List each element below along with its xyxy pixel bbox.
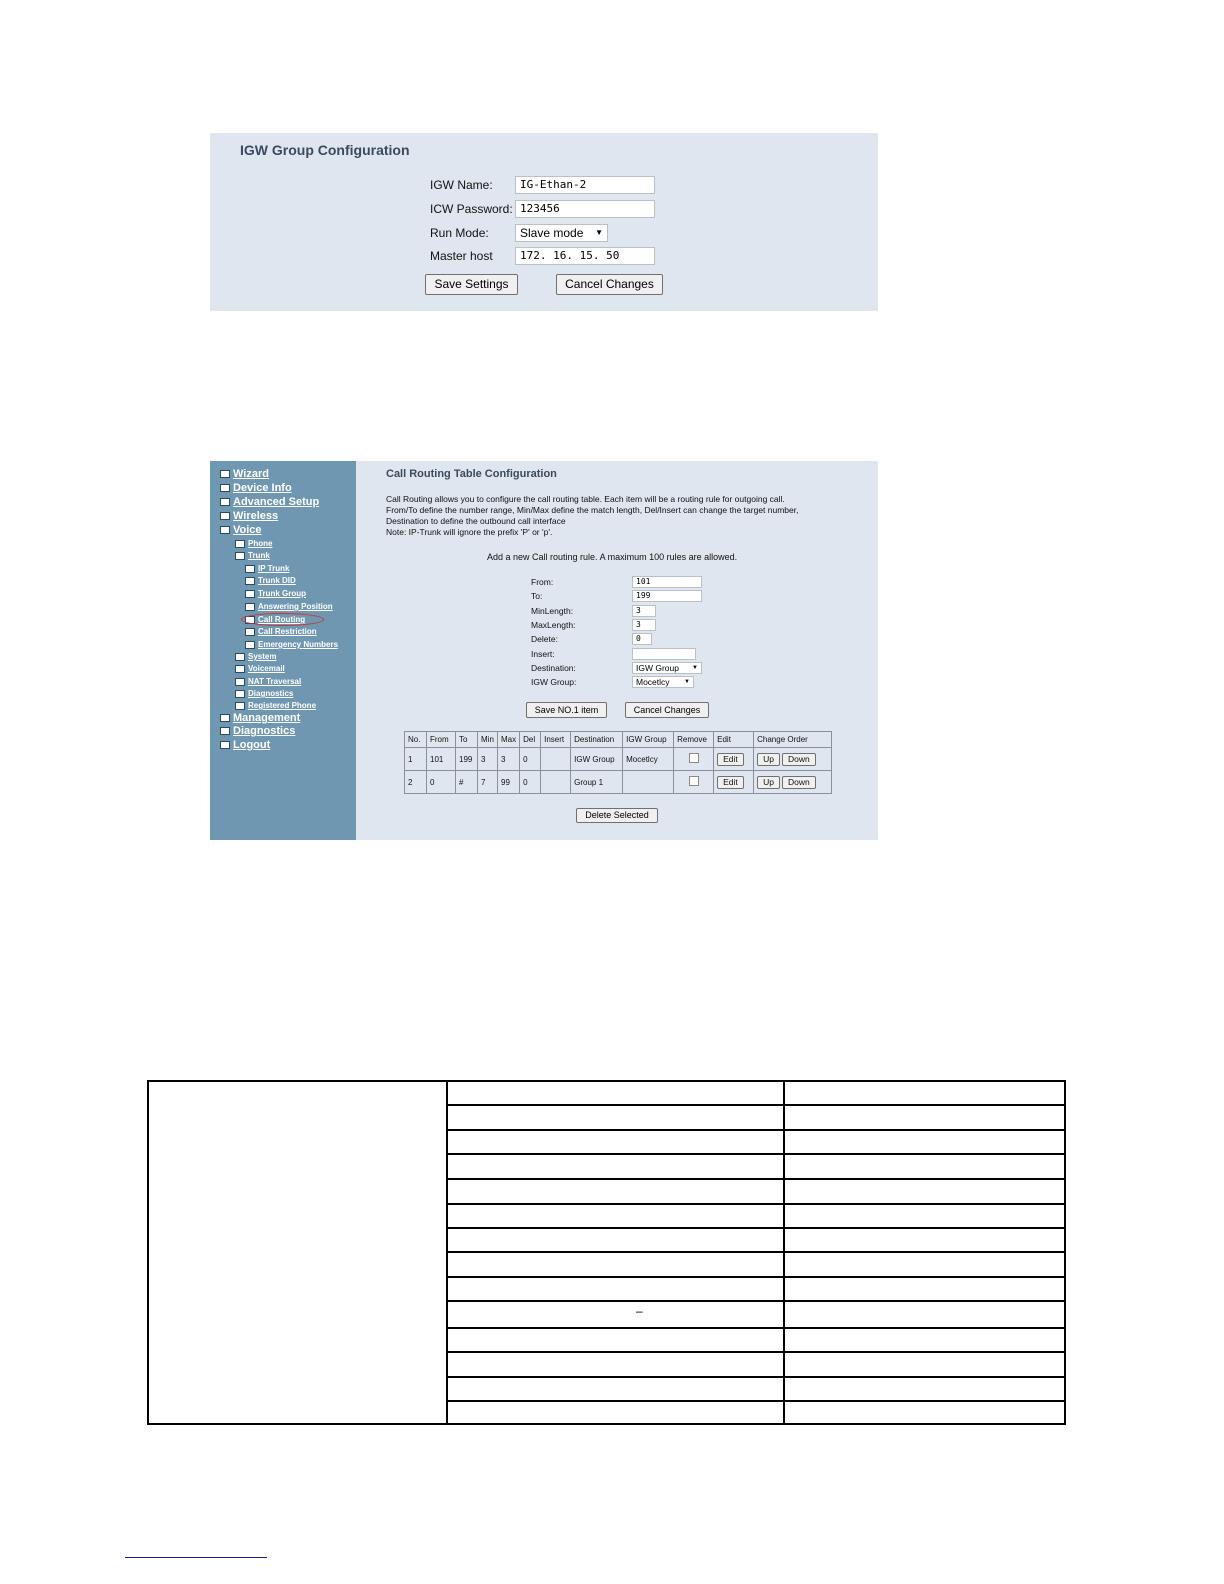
cell-igw-group: Mocetlcy [623, 748, 674, 771]
sidebar-item-voicemail[interactable] [235, 664, 285, 673]
cell-min: 7 [478, 771, 498, 794]
cell-max: 99 [498, 771, 520, 794]
table-row [405, 748, 832, 771]
sidebar-item-registered-phone[interactable] [235, 701, 316, 710]
sidebar-item-label: Advanced Setup [233, 496, 320, 508]
sidebar-item-nat-traversal[interactable] [235, 677, 301, 686]
to-input[interactable]: 199 [632, 590, 702, 602]
sidebar-item-trunk-group[interactable] [245, 589, 306, 598]
row-divider [448, 1327, 1066, 1329]
cell-destination: IGW Group [571, 748, 623, 771]
description-line: Destination to define the outbound call interface [386, 516, 566, 526]
cancel-changes-button[interactable]: Cancel Changes [556, 274, 663, 295]
cell-from: 0 [427, 771, 456, 794]
sidebar-item-label: Emergency Numbers [258, 640, 339, 649]
from-input[interactable]: 101 [632, 576, 702, 588]
highlight-circle [241, 613, 324, 626]
table-row [405, 771, 832, 794]
sidebar-item-wireless[interactable] [220, 510, 278, 522]
cell-remove [674, 771, 714, 794]
footer-link-underline[interactable] [125, 1557, 267, 1558]
cell-edit [714, 748, 754, 771]
up-button[interactable]: Up [757, 776, 780, 789]
igw-name-input[interactable]: IG-Ethan-2 [515, 176, 655, 194]
igw-group-select[interactable] [632, 676, 694, 688]
cell-change-order [754, 771, 832, 794]
folder-open-icon [220, 526, 230, 534]
cell-del: 0 [520, 748, 541, 771]
cell-min: 3 [478, 748, 498, 771]
folder-icon [220, 498, 230, 506]
sidebar-item-device-info[interactable] [220, 482, 292, 494]
row-divider [448, 1178, 1066, 1180]
dash-mark: – [636, 1304, 643, 1318]
cell-insert [541, 748, 571, 771]
sidebar-item-call-restriction[interactable] [245, 627, 317, 636]
sidebar-item-label: IP Trunk [258, 564, 290, 573]
down-button[interactable]: Down [782, 776, 816, 789]
cell-change-order [754, 748, 832, 771]
empty-table-grid [147, 1080, 1066, 1425]
row-divider [448, 1203, 1066, 1205]
cell-to: 199 [456, 748, 478, 771]
description-line: Call Routing allows you to configure the call routing table. Each item will be a routing rule for outgoing call. [386, 494, 785, 504]
column-header: Change Order [754, 732, 832, 748]
description-line: From/To define the number range, Min/Max define the match length, Del/Insert can change the target number, [386, 505, 799, 515]
chevron-down-icon: ▼ [684, 679, 690, 685]
folder-icon [235, 678, 245, 686]
insert-label: Insert: [531, 649, 555, 659]
column-header: Remove [674, 732, 714, 748]
sidebar-item-answering-position[interactable] [245, 602, 333, 611]
sidebar-item-label: Trunk Group [258, 589, 306, 598]
sidebar-item-label: Logout [233, 739, 271, 751]
save-settings-button[interactable]: Save Settings [425, 274, 518, 295]
sidebar-item-label: System [248, 652, 277, 661]
remove-checkbox[interactable] [689, 776, 699, 786]
delete-input[interactable]: 0 [632, 633, 652, 645]
column-header: No. [405, 732, 427, 748]
folder-icon [245, 603, 255, 611]
sidebar-item-label: Management [233, 712, 301, 724]
sidebar-item-logout[interactable] [220, 739, 270, 751]
sidebar-item-label: Diagnostics [248, 689, 294, 698]
row-divider [448, 1104, 1066, 1106]
destination-value: IGW Group [636, 663, 679, 673]
cell-igw-group [623, 771, 674, 794]
sidebar-item-label: Phone [248, 539, 273, 548]
folder-icon [245, 641, 255, 649]
sidebar-item-voice[interactable] [220, 524, 262, 536]
sidebar-item-trunk[interactable] [235, 551, 270, 560]
sidebar-item-label: NAT Traversal [248, 677, 302, 686]
cancel-changes-button[interactable]: Cancel Changes [625, 702, 709, 718]
insert-input[interactable] [632, 648, 696, 660]
sidebar-item-label: Wireless [233, 510, 279, 522]
from-label: From: [531, 577, 554, 587]
column-header: Insert [541, 732, 571, 748]
column-header: Edit [714, 732, 754, 748]
row-divider [448, 1153, 1066, 1155]
folder-icon [220, 512, 230, 520]
cell-del: 0 [520, 771, 541, 794]
igw-name-label: IGW Name: [430, 178, 493, 192]
sidebar-item-wizard[interactable] [220, 468, 269, 480]
column-header: Max [498, 732, 520, 748]
sidebar-item-diagnostics-sub[interactable] [235, 689, 293, 698]
column-header: Del [520, 732, 541, 748]
sidebar-item-diagnostics[interactable] [220, 725, 295, 737]
folder-icon [235, 665, 245, 673]
save-item-button[interactable]: Save NO.1 item [526, 702, 607, 718]
sidebar-item-advanced-setup[interactable] [220, 496, 319, 508]
row-divider [448, 1300, 1066, 1302]
column-header: From [427, 732, 456, 748]
row-divider [448, 1351, 1066, 1353]
run-mode-label: Run Mode: [430, 226, 489, 240]
folder-icon [245, 565, 255, 573]
delete-label: Delete: [531, 634, 558, 644]
sidebar-item-label: Trunk [248, 551, 270, 560]
sidebar-item-system[interactable] [235, 652, 276, 661]
run-mode-select[interactable] [515, 224, 608, 242]
remove-checkbox[interactable] [689, 753, 699, 763]
sidebar [210, 461, 356, 840]
column-header: IGW Group [623, 732, 674, 748]
edit-button[interactable]: Edit [717, 776, 744, 789]
add-rule-text: Add a new Call routing rule. A maximum 100 rules are allowed. [487, 552, 738, 562]
sidebar-item-label: Diagnostics [233, 725, 296, 737]
cell-insert [541, 771, 571, 794]
sidebar-item-label: Call Restriction [258, 627, 317, 636]
sidebar-item-label: Registered Phone [248, 701, 317, 710]
cell-max: 3 [498, 748, 520, 771]
call-routing-panel [210, 461, 878, 840]
up-button[interactable]: Up [757, 753, 780, 766]
folder-icon [235, 690, 245, 698]
sidebar-item-ip-trunk[interactable] [245, 564, 289, 573]
chevron-down-icon: ▼ [595, 228, 603, 237]
chevron-down-icon: ▼ [692, 665, 698, 671]
folder-icon [245, 628, 255, 636]
row-divider [448, 1376, 1066, 1378]
routing-rules-table [404, 731, 832, 794]
sidebar-item-label: Trunk DID [258, 576, 296, 585]
to-label: To: [531, 591, 543, 601]
sidebar-item-label: Answering Position [258, 602, 333, 611]
table-header-row [405, 732, 832, 748]
destination-label: Destination: [531, 663, 576, 673]
row-divider [448, 1227, 1066, 1229]
igw-group-config-panel [210, 133, 878, 311]
description-line: Note: IP-Trunk will ignore the prefix 'P' or 'p'. [386, 527, 553, 537]
sidebar-item-trunk-did[interactable] [245, 576, 296, 585]
sidebar-item-label: Device Info [233, 482, 292, 494]
call-routing-title: Call Routing Table Configuration [386, 468, 557, 480]
column-header: Destination [571, 732, 623, 748]
max-length-input[interactable]: 3 [632, 619, 656, 631]
cell-edit [714, 771, 754, 794]
row-divider [448, 1251, 1066, 1253]
master-host-label: Master host [430, 249, 493, 263]
sidebar-item-management[interactable] [220, 712, 300, 724]
cell-no: 2 [405, 771, 427, 794]
igw-password-label: ICW Password: [430, 202, 513, 216]
folder-icon [220, 470, 230, 478]
cell-no: 1 [405, 748, 427, 771]
down-button[interactable]: Down [782, 753, 816, 766]
folder-open-icon [235, 552, 245, 560]
edit-button[interactable]: Edit [717, 753, 744, 766]
row-divider [448, 1129, 1066, 1131]
column-header: To [456, 732, 478, 748]
folder-icon [245, 590, 255, 598]
folder-icon [235, 653, 245, 661]
destination-select[interactable] [632, 662, 702, 674]
sidebar-item-phone[interactable] [235, 539, 272, 548]
min-length-label: MinLength: [531, 606, 574, 616]
sidebar-item-label: Voice [233, 524, 262, 536]
run-mode-value: Slave mode [520, 226, 584, 240]
sidebar-item-label: Voicemail [248, 664, 285, 673]
cell-to: # [456, 771, 478, 794]
sidebar-item-emergency-numbers[interactable] [245, 640, 338, 649]
delete-selected-button[interactable]: Delete Selected [576, 808, 658, 823]
folder-icon [245, 577, 255, 585]
sidebar-item-label: Wizard [233, 468, 269, 480]
folder-icon [220, 714, 230, 722]
igw-group-value: Mocetlcy [636, 677, 670, 687]
folder-icon [220, 727, 230, 735]
igw-password-input[interactable]: 123456 [515, 200, 655, 218]
igw-group-label: IGW Group: [531, 677, 577, 687]
folder-icon [220, 741, 230, 749]
column-header: Min [478, 732, 498, 748]
cell-remove [674, 748, 714, 771]
folder-icon [235, 540, 245, 548]
folder-icon [235, 702, 245, 710]
row-divider [448, 1276, 1066, 1278]
row-divider [448, 1400, 1066, 1402]
min-length-input[interactable]: 3 [632, 605, 656, 617]
max-length-label: MaxLength: [531, 620, 576, 630]
master-host-input[interactable]: 172. 16. 15. 50 [515, 247, 655, 265]
igw-config-title: IGW Group Configuration [240, 142, 410, 158]
folder-icon [220, 484, 230, 492]
cell-destination: Group 1 [571, 771, 623, 794]
sidebar-item-label: Call Routing [258, 615, 306, 624]
cell-from: 101 [427, 748, 456, 771]
